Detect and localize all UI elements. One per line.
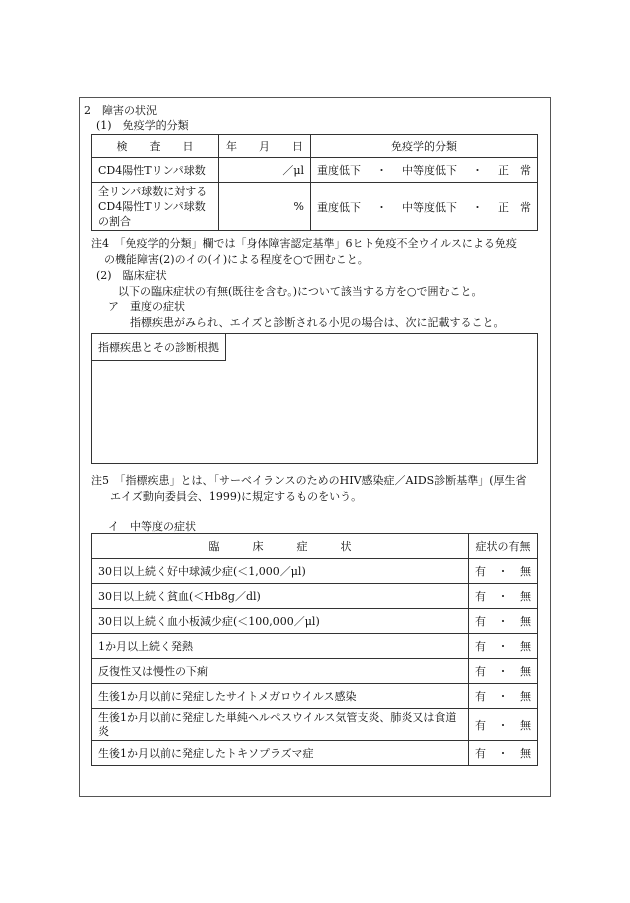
symptom-row bbox=[92, 741, 538, 766]
option-separator: ・ bbox=[497, 690, 509, 703]
immuno-row-label: CD4陽性Tリンパ球数 bbox=[92, 158, 219, 183]
option-separator: ・ bbox=[497, 615, 509, 628]
option-normal[interactable]: 正 常 bbox=[498, 200, 531, 214]
symptom-header-row bbox=[92, 534, 538, 559]
option-yes[interactable]: 有 bbox=[475, 747, 486, 760]
option-no[interactable]: 無 bbox=[520, 690, 531, 703]
symptom-label: 生後1か月以前に発症した単純ヘルペスウイルス気管支炎、肺炎又は食道炎 bbox=[92, 709, 469, 741]
clinical-subtitle: (2) 臨床症状 bbox=[96, 269, 167, 282]
presence-options[interactable] bbox=[469, 684, 538, 709]
option-separator: ・ bbox=[497, 640, 509, 653]
option-yes[interactable]: 有 bbox=[475, 615, 486, 628]
immuno-subtitle: (1) 免疫学的分類 bbox=[96, 119, 189, 132]
symptom-row bbox=[92, 559, 538, 584]
symptom-label: 30日以上続く好中球減少症(＜1,000／μl) bbox=[92, 559, 469, 584]
option-yes[interactable]: 有 bbox=[475, 590, 486, 603]
symptom-label: 生後1か月以前に発症したサイトメガロウイルス感染 bbox=[92, 684, 469, 709]
option-no[interactable]: 無 bbox=[520, 590, 531, 603]
immuno-header-row bbox=[92, 135, 538, 158]
symptom-row bbox=[92, 634, 538, 659]
symptom-row bbox=[92, 609, 538, 634]
option-no[interactable]: 無 bbox=[520, 718, 531, 732]
immuno-row-label: 全リンパ球数に対するCD4陽性Tリンパ球数の割合 bbox=[92, 183, 219, 231]
option-separator: ・ bbox=[497, 565, 509, 578]
symptom-label: 30日以上続く血小板減少症(＜100,000／μl) bbox=[92, 609, 469, 634]
presence-options[interactable] bbox=[469, 741, 538, 766]
severe-intro: 指標疾患がみられ、エイズと診断される小児の場合は、次に記載すること。 bbox=[130, 316, 505, 329]
option-yes[interactable]: 有 bbox=[475, 665, 486, 678]
option-yes[interactable]: 有 bbox=[475, 718, 486, 732]
option-moderate[interactable]: 中等度低下 bbox=[402, 164, 457, 177]
option-severe[interactable]: 重度低下 bbox=[317, 200, 361, 214]
symptom-label: 反復性又は慢性の下痢 bbox=[92, 659, 469, 684]
option-separator: ・ bbox=[376, 200, 387, 214]
option-normal[interactable]: 正 常 bbox=[498, 164, 531, 177]
option-separator: ・ bbox=[472, 164, 483, 177]
presence-options[interactable] bbox=[469, 659, 538, 684]
option-separator: ・ bbox=[376, 164, 387, 177]
option-severe[interactable]: 重度低下 bbox=[317, 164, 361, 177]
symptom-label: 30日以上続く貧血(＜Hb8g／dl) bbox=[92, 584, 469, 609]
option-yes[interactable]: 有 bbox=[475, 565, 486, 578]
immuno-row-class-options[interactable] bbox=[311, 183, 538, 231]
symptom-row bbox=[92, 709, 538, 741]
presence-options[interactable] bbox=[469, 584, 538, 609]
clinical-intro: 以下の臨床症状の有無(既往を含む。)について該当する方を○で囲むこと。 bbox=[118, 285, 483, 298]
option-no[interactable]: 無 bbox=[520, 565, 531, 578]
note-5-line2: エイズ動向委員会、1999)に規定するものをいう。 bbox=[110, 490, 363, 503]
option-yes[interactable]: 有 bbox=[475, 640, 486, 653]
immuno-table bbox=[91, 134, 538, 231]
option-yes[interactable]: 有 bbox=[475, 690, 486, 703]
moderate-subtitle: イ 中等度の症状 bbox=[108, 520, 196, 533]
symptom-header: 臨 床 症 状 bbox=[92, 534, 469, 559]
note-4-line1: 注4 「免疫学的分類」欄では「身体障害認定基準」6ヒト免疫不全ウイルスによる免疫 bbox=[91, 237, 517, 250]
immuno-header-class: 免疫学的分類 bbox=[311, 135, 538, 158]
presence-options[interactable] bbox=[469, 634, 538, 659]
option-separator: ・ bbox=[497, 590, 509, 603]
immuno-row-unit: % bbox=[219, 183, 311, 231]
indicator-box-label: 指標疾患とその診断根拠 bbox=[92, 334, 226, 361]
option-separator: ・ bbox=[472, 200, 483, 214]
presence-header: 症状の有無 bbox=[469, 534, 538, 559]
option-separator: ・ bbox=[497, 718, 509, 732]
immuno-header-test: 検 査 日 bbox=[92, 135, 219, 158]
option-no[interactable]: 無 bbox=[520, 640, 531, 653]
immuno-row bbox=[92, 183, 538, 231]
severe-subtitle: ア 重度の症状 bbox=[108, 300, 185, 313]
symptom-label: 1か月以上続く発熱 bbox=[92, 634, 469, 659]
option-no[interactable]: 無 bbox=[520, 615, 531, 628]
immuno-header-date: 年 月 日 bbox=[219, 135, 311, 158]
section-title: 2 障害の状況 bbox=[84, 104, 157, 117]
option-no[interactable]: 無 bbox=[520, 665, 531, 678]
symptom-row bbox=[92, 584, 538, 609]
note-5-line1: 注5 「指標疾患」とは、「サーベイランスのためのHIV感染症／AIDS診断基準」(厚生省 bbox=[91, 474, 527, 487]
symptom-row bbox=[92, 684, 538, 709]
presence-options[interactable] bbox=[469, 609, 538, 634]
immuno-row-class-options[interactable] bbox=[311, 158, 538, 183]
indicator-disease-box[interactable] bbox=[91, 333, 538, 464]
symptom-label: 生後1か月以前に発症したトキソプラズマ症 bbox=[92, 741, 469, 766]
option-moderate[interactable]: 中等度低下 bbox=[402, 200, 457, 214]
immuno-row bbox=[92, 158, 538, 183]
option-no[interactable]: 無 bbox=[520, 747, 531, 760]
option-separator: ・ bbox=[497, 665, 509, 678]
note-4-line2: の機能障害(2)のイの(イ)による程度を○で囲むこと。 bbox=[104, 253, 369, 266]
presence-options[interactable] bbox=[469, 709, 538, 741]
option-separator: ・ bbox=[497, 747, 509, 760]
symptom-row bbox=[92, 659, 538, 684]
immuno-row-unit: ／μl bbox=[219, 158, 311, 183]
symptom-table bbox=[91, 533, 538, 766]
presence-options[interactable] bbox=[469, 559, 538, 584]
